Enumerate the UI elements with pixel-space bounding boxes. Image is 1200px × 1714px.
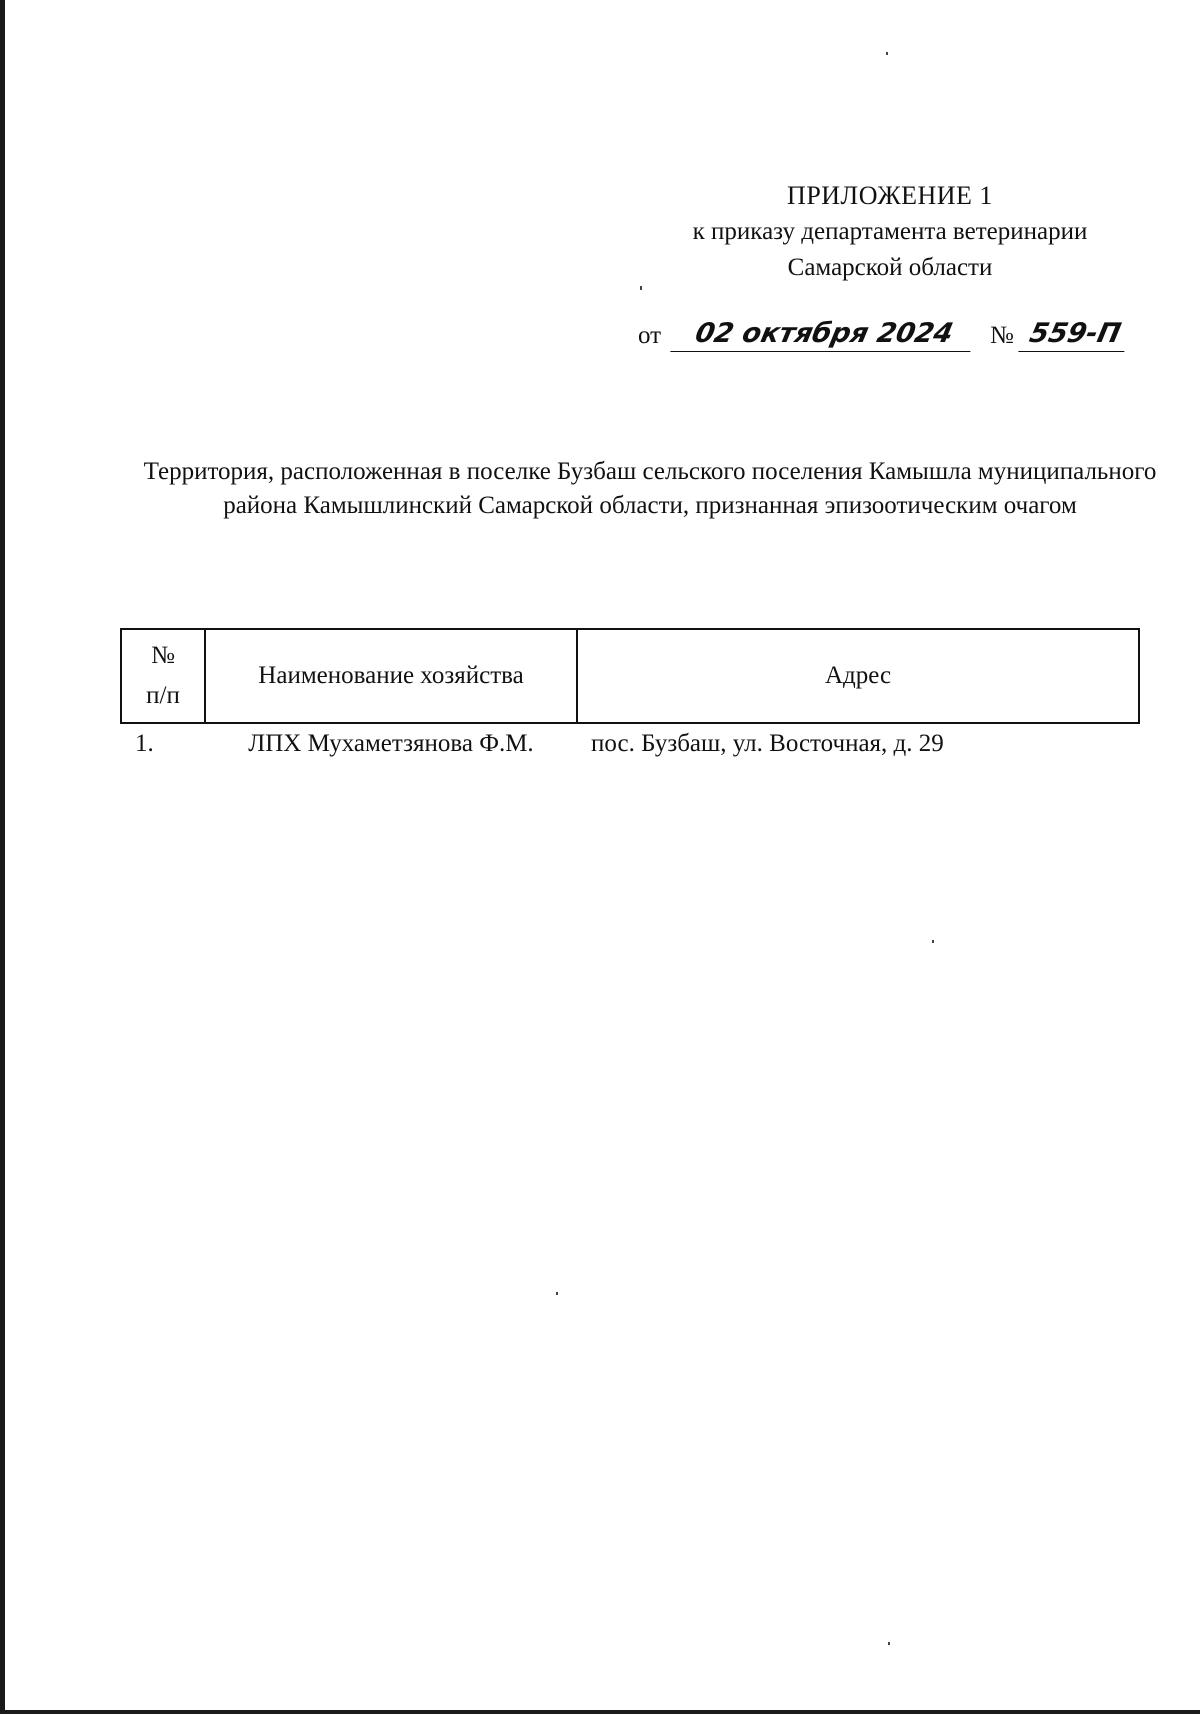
order-date-number-line [638,312,1138,356]
appendix-header [660,178,1120,286]
scan-speck [640,286,642,290]
farms-table [120,628,1140,770]
document-title: Территория, расположенная в поселке Бузбаш сельского поселения Камышла муниципального района Камышлинский Самарской области, признанная эпизоотическим очагом [143,458,1157,519]
scan-edge-left [0,0,5,1714]
row-number: 1. [135,730,154,757]
table-header-row [121,629,1139,723]
row-address: пос. Бузбаш, ул. Восточная, д. 29 [591,730,944,757]
number-prefix: № [990,322,1014,349]
scan-speck [556,1292,558,1295]
scan-speck [886,52,888,55]
date-prefix: от [638,322,662,349]
header-row-number: № п/п [121,629,205,723]
handwritten-date: 02 октября 2024 [670,317,977,352]
scan-speck [932,940,934,943]
appendix-region: Самарской области [787,254,993,281]
header-farm-name: Наименование хозяйства [205,629,577,723]
scan-edge-bottom [0,1710,1200,1714]
header-address: Адрес [577,629,1139,723]
scan-speck [888,1642,890,1645]
handwritten-number: 559-П [1018,317,1131,352]
appendix-order-reference: к приказу департамента ветеринарии [692,218,1088,245]
row-farm-name: ЛПХ Мухаметзянова Ф.М. [248,730,534,757]
appendix-title: ПРИЛОЖЕНИЕ 1 [787,181,993,210]
table-row [121,723,1139,770]
